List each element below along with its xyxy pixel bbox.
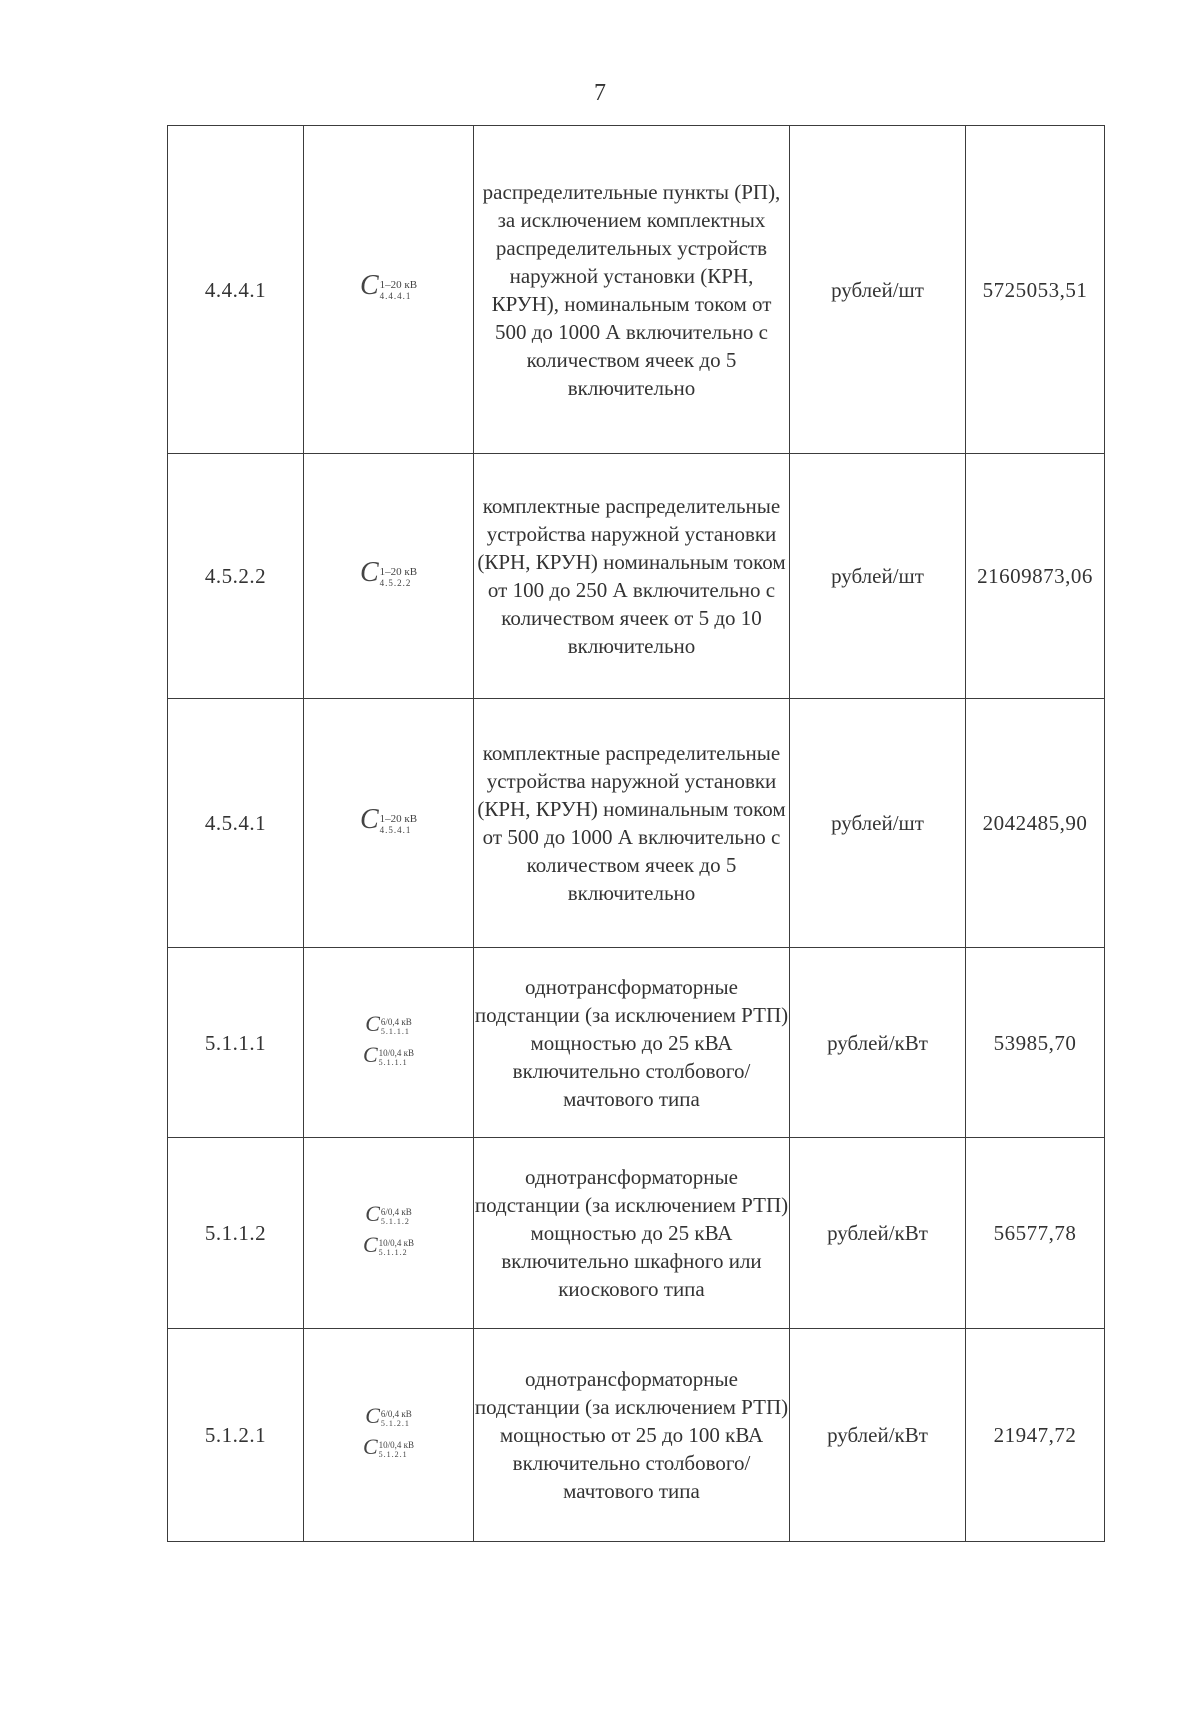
row-code: 4.4.4.1	[168, 126, 304, 454]
rate-symbol	[360, 272, 417, 307]
row-value: 21947,72	[966, 1329, 1105, 1542]
table-row	[168, 454, 1105, 699]
symbol-superscript: 1–20 кВ	[379, 812, 418, 825]
symbol-letter: C	[362, 1232, 378, 1257]
rate-symbol	[363, 1436, 414, 1465]
row-symbol	[304, 1329, 474, 1542]
row-unit: рублей/кВт	[790, 948, 966, 1138]
row-unit: рублей/кВт	[790, 1138, 966, 1329]
row-code: 5.1.2.1	[168, 1329, 304, 1542]
symbol-superscript: 10/0,4 кВ	[378, 1440, 415, 1450]
row-value: 2042485,90	[966, 699, 1105, 948]
symbol-letter: C	[365, 1403, 380, 1428]
rate-symbol	[359, 556, 418, 594]
row-description: комплектные распределительные устройства наружной установки (КРН, КРУН) номинальным током от 100 до 250 А включительно с количеством ячеек от 5 до 10 включительно	[474, 454, 790, 699]
row-description: однотрансформаторные подстанции (за исключением РТП) мощностью до 25 кВА включительно столбового/мачтового типа	[474, 948, 790, 1138]
symbol-subscript: 5.1.1.1	[380, 1026, 410, 1036]
row-unit: рублей/кВт	[790, 1329, 966, 1542]
row-symbol	[304, 454, 474, 699]
row-description: распределительные пункты (РП), за исключением комплектных распределительных устройств наружной установки (КРН, КРУН), номинальным током от 500 до 1000 А включительно с количеством ячеек до 5 включительно	[474, 126, 790, 454]
row-symbol	[304, 948, 474, 1138]
symbol-letter: C	[365, 1010, 380, 1036]
row-value: 56577,78	[966, 1138, 1105, 1329]
row-code: 5.1.1.2	[168, 1138, 304, 1329]
row-value: 5725053,51	[966, 126, 1105, 454]
table-row	[168, 699, 1105, 948]
row-code: 4.5.4.1	[168, 699, 304, 948]
row-unit: рублей/шт	[790, 454, 966, 699]
symbol-superscript: 6/0,4 кВ	[380, 1016, 412, 1027]
symbol-letter: C	[365, 1201, 380, 1226]
symbol-subscript: 5.1.2.1	[378, 1450, 408, 1459]
symbol-subscript: 4.5.2.2	[379, 577, 412, 588]
symbol-superscript: 1–20 кВ	[379, 279, 418, 291]
table-row	[168, 1138, 1105, 1329]
page-number: 7	[594, 80, 606, 106]
symbol-subscript: 5.1.1.2	[380, 1217, 410, 1226]
row-unit: рублей/шт	[790, 699, 966, 948]
symbol-letter: C	[359, 270, 379, 301]
tariff-table	[167, 125, 1105, 1542]
row-description: однотрансформаторные подстанции (за исключением РТП) мощностью от 25 до 100 кВА включительно столбового/мачтового типа	[474, 1329, 790, 1542]
symbol-superscript: 1–20 кВ	[379, 565, 418, 578]
symbol-letter: C	[362, 1041, 378, 1067]
row-symbol	[304, 126, 474, 454]
table-row	[168, 126, 1105, 454]
row-value: 21609873,06	[966, 454, 1105, 699]
rate-symbol	[365, 1010, 412, 1042]
table-row	[168, 1329, 1105, 1542]
row-symbol	[304, 1138, 474, 1329]
rate-symbol	[365, 1203, 412, 1232]
symbol-superscript: 6/0,4 кВ	[380, 1409, 412, 1419]
symbol-superscript: 6/0,4 кВ	[380, 1207, 412, 1217]
row-code: 4.5.2.2	[168, 454, 304, 699]
symbol-superscript: 10/0,4 кВ	[378, 1047, 415, 1058]
symbol-subscript: 5.1.2.1	[380, 1419, 410, 1428]
symbol-letter: C	[359, 803, 379, 835]
row-code: 5.1.1.1	[168, 948, 304, 1138]
symbol-letter: C	[362, 1434, 378, 1459]
symbol-subscript: 5.1.1.1	[378, 1057, 408, 1067]
rate-symbol	[363, 1234, 414, 1263]
symbol-letter: C	[359, 556, 379, 588]
row-unit: рублей/шт	[790, 126, 966, 454]
row-value: 53985,70	[966, 948, 1105, 1138]
row-description: комплектные распределительные устройства наружной установки (КРН, КРУН) номинальным током от 500 до 1000 А включительно с количеством ячеек до 5 включительно	[474, 699, 790, 948]
rate-symbol	[359, 803, 418, 841]
row-description: однотрансформаторные подстанции (за исключением РТП) мощностью до 25 кВА включительно шкафного или киоскового типа	[474, 1138, 790, 1329]
rate-symbol	[365, 1405, 412, 1434]
symbol-subscript: 4.5.4.1	[379, 824, 412, 835]
symbol-superscript: 10/0,4 кВ	[378, 1238, 415, 1248]
symbol-subscript: 4.4.4.1	[379, 291, 412, 301]
symbol-subscript: 5.1.1.2	[378, 1248, 408, 1257]
row-symbol	[304, 699, 474, 948]
table-row	[168, 948, 1105, 1138]
rate-symbol	[362, 1041, 415, 1073]
